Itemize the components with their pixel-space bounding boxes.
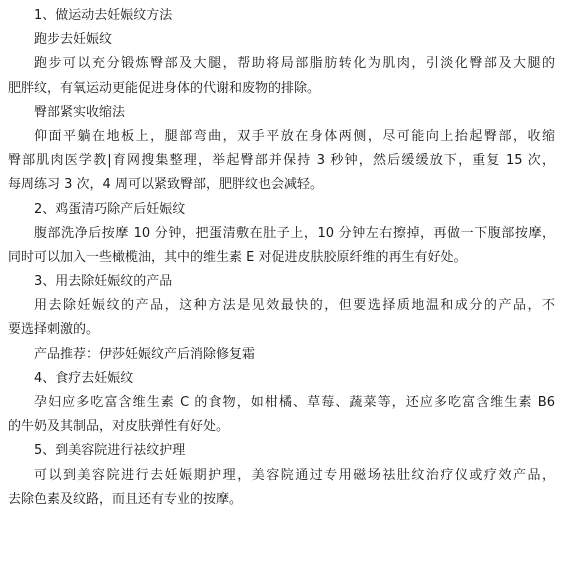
paragraph-line: 孕妇应多吃富含维生素 C 的食物，如柑橘、草莓、蔬菜等，还应多吃富含维生素 B6 (34, 395, 555, 410)
paragraph-line: 要选择刺激的。 (8, 322, 100, 338)
paragraph-line: 用去除妊娠纹的产品，这种方法是见效最快的，但要选择质地温和成分的产品，不 (34, 298, 555, 314)
paragraph-line: 可以到美容院进行去妊娠期护理，美容院通过专用磁场祛肚纹治疗仪或疗效产品， (34, 467, 555, 483)
paragraph-line: 去除色素及纹路，而且还有专业的按摩。 (8, 491, 243, 507)
subheading-glute-tightening: 臀部紧实收缩法 (34, 104, 126, 120)
section-heading-exercise: 1、做运动去妊娠纹方法 (34, 8, 173, 23)
paragraph-line: 同时可以加入一些橄榄油，其中的维生素 E 对促进皮肤胶原纤维的再生有好处。 (8, 249, 467, 265)
paragraph-line: 的牛奶及其制品，对皮肤弹性有好处。 (8, 419, 230, 435)
paragraph-line: 肥胖纹，有氧运动更能促进身体的代谢和废物的排除。 (8, 80, 321, 96)
paragraph-line: 仰面平躺在地板上，腿部弯曲，双手平放在身体两侧，尽可能向上抬起臀部，收缩 (34, 128, 555, 144)
section-heading-products: 3、用去除妊娠纹的产品 (34, 274, 173, 290)
paragraph-line: 跑步可以充分锻炼臀部及大腿，帮助将局部脂肪转化为肌肉，引淡化臀部及大腿的 (34, 56, 555, 72)
section-heading-salon: 5、到美容院进行祛纹护理 (34, 443, 186, 459)
paragraph-line: 臀部肌肉医学教|育网搜集整理，举起臀部并保持 3 秒钟，然后缓缓放下，重复 15 次， (8, 153, 555, 169)
product-recommendation: 产品推荐：伊莎妊娠纹产后消除修复霜 (34, 346, 256, 362)
paragraph-line: 每周练习 3 次，4 周可以紧致臀部，肥胖纹也会减轻。 (8, 177, 323, 193)
paragraph-line: 腹部洗净后按摩 10 分钟，把蛋清敷在肚子上，10 分钟左右擦掉，再做一下腹部按摩， (34, 225, 555, 241)
subheading-running: 跑步去妊娠纹 (34, 32, 113, 48)
section-heading-diet: 4、食疗去妊娠纹 (34, 370, 134, 386)
section-heading-egg-white: 2、鸡蛋清巧除产后妊娠纹 (34, 201, 186, 217)
